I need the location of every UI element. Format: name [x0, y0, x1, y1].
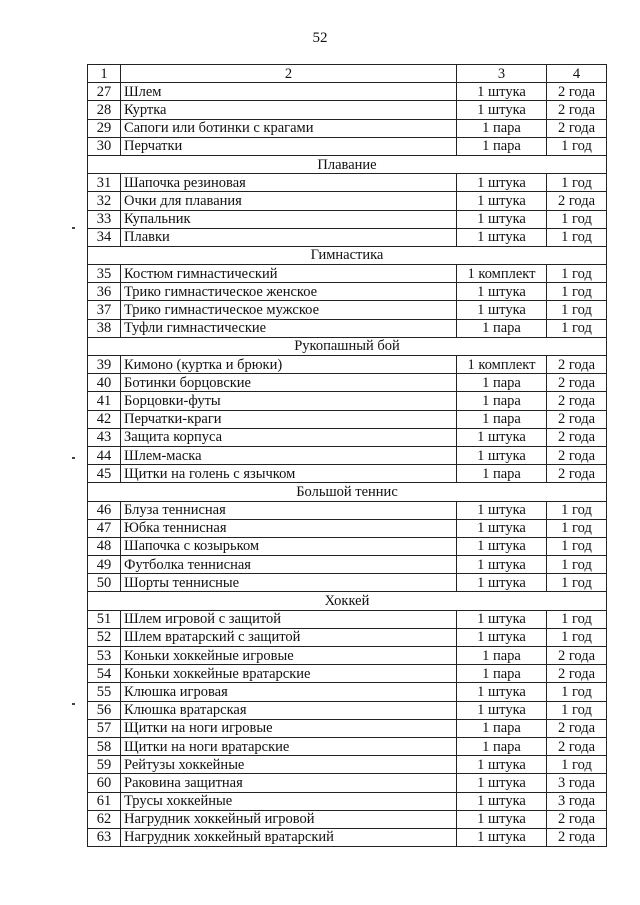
row-number: 30 — [88, 137, 121, 155]
table-row — [88, 265, 607, 283]
item-term: 1 год — [547, 501, 607, 519]
item-name: Трико гимнастическое женское — [121, 283, 457, 301]
item-quantity: 1 штука — [457, 701, 547, 719]
item-quantity: 1 штука — [457, 210, 547, 228]
equipment-table — [87, 64, 607, 847]
item-term: 1 год — [547, 683, 607, 701]
table-row — [88, 101, 607, 119]
row-number: 36 — [88, 283, 121, 301]
header-row — [88, 65, 607, 83]
table-row — [88, 228, 607, 246]
table-row — [88, 792, 607, 810]
item-quantity: 1 штука — [457, 810, 547, 828]
table-row — [88, 574, 607, 592]
row-number: 63 — [88, 828, 121, 846]
row-number: 50 — [88, 574, 121, 592]
item-term: 1 год — [547, 265, 607, 283]
row-number: 47 — [88, 519, 121, 537]
item-name: Клюшка вратарская — [121, 701, 457, 719]
section-row — [88, 155, 607, 173]
item-term: 2 года — [547, 647, 607, 665]
item-quantity: 1 штука — [457, 101, 547, 119]
row-number: 41 — [88, 392, 121, 410]
item-term: 1 год — [547, 574, 607, 592]
row-number: 27 — [88, 83, 121, 101]
item-name: Блуза теннисная — [121, 501, 457, 519]
row-number: 39 — [88, 356, 121, 374]
item-name: Костюм гимнастический — [121, 265, 457, 283]
table-row — [88, 537, 607, 555]
item-term: 3 года — [547, 774, 607, 792]
table-row — [88, 83, 607, 101]
row-number: 48 — [88, 537, 121, 555]
item-name: Сапоги или ботинки с крагами — [121, 119, 457, 137]
row-number: 51 — [88, 610, 121, 628]
item-term: 2 года — [547, 737, 607, 755]
row-number: 62 — [88, 810, 121, 828]
item-quantity: 1 пара — [457, 647, 547, 665]
item-name: Коньки хоккейные игровые — [121, 647, 457, 665]
item-term: 2 года — [547, 192, 607, 210]
page-number: 52 — [312, 30, 328, 46]
section-title: Большой теннис — [88, 483, 607, 501]
item-quantity: 1 пара — [457, 319, 547, 337]
table-row — [88, 756, 607, 774]
item-name: Шлем — [121, 83, 457, 101]
item-quantity: 1 пара — [457, 137, 547, 155]
table-row — [88, 192, 607, 210]
item-quantity: 1 штука — [457, 610, 547, 628]
item-term: 2 года — [547, 446, 607, 464]
item-term: 1 год — [547, 756, 607, 774]
section-title: Рукопашный бой — [88, 337, 607, 355]
item-quantity: 1 пара — [457, 665, 547, 683]
item-quantity: 1 пара — [457, 374, 547, 392]
item-name: Щитки на ноги вратарские — [121, 737, 457, 755]
item-quantity: 1 штука — [457, 756, 547, 774]
item-quantity: 1 пара — [457, 119, 547, 137]
item-quantity: 1 штука — [457, 556, 547, 574]
table-row — [88, 647, 607, 665]
header-cell: 2 — [121, 65, 457, 83]
table-row — [88, 519, 607, 537]
item-term: 2 года — [547, 392, 607, 410]
item-quantity: 1 комплект — [457, 356, 547, 374]
header-cell: 1 — [88, 65, 121, 83]
item-quantity: 1 штука — [457, 501, 547, 519]
item-name: Нагрудник хоккейный игровой — [121, 810, 457, 828]
item-term: 2 года — [547, 828, 607, 846]
row-number: 42 — [88, 410, 121, 428]
row-number: 31 — [88, 174, 121, 192]
item-term: 1 год — [547, 174, 607, 192]
scan-speck — [72, 457, 75, 459]
item-term: 2 года — [547, 465, 607, 483]
section-row — [88, 337, 607, 355]
table-row — [88, 810, 607, 828]
table-row — [88, 374, 607, 392]
item-name: Защита корпуса — [121, 428, 457, 446]
row-number: 58 — [88, 737, 121, 755]
item-name: Туфли гимнастические — [121, 319, 457, 337]
item-quantity: 1 штука — [457, 537, 547, 555]
item-quantity: 1 пара — [457, 737, 547, 755]
scan-speck — [72, 227, 75, 229]
row-number: 40 — [88, 374, 121, 392]
row-number: 35 — [88, 265, 121, 283]
item-term: 2 года — [547, 428, 607, 446]
item-quantity: 1 штука — [457, 774, 547, 792]
equipment-table-body — [88, 65, 607, 847]
item-term: 1 год — [547, 628, 607, 646]
item-term: 2 года — [547, 101, 607, 119]
row-number: 32 — [88, 192, 121, 210]
row-number: 43 — [88, 428, 121, 446]
row-number: 55 — [88, 683, 121, 701]
section-title: Хоккей — [88, 592, 607, 610]
item-quantity: 1 штука — [457, 792, 547, 810]
item-quantity: 1 штука — [457, 683, 547, 701]
table-row — [88, 501, 607, 519]
item-term: 2 года — [547, 119, 607, 137]
table-row — [88, 428, 607, 446]
item-quantity: 1 штука — [457, 574, 547, 592]
item-name: Щитки на голень с язычком — [121, 465, 457, 483]
row-number: 56 — [88, 701, 121, 719]
table-row — [88, 628, 607, 646]
section-title: Плавание — [88, 155, 607, 173]
item-name: Перчатки-краги — [121, 410, 457, 428]
item-term: 1 год — [547, 301, 607, 319]
item-term: 1 год — [547, 519, 607, 537]
item-quantity: 1 пара — [457, 392, 547, 410]
item-name: Коньки хоккейные вратарские — [121, 665, 457, 683]
header-cell: 3 — [457, 65, 547, 83]
table-row — [88, 774, 607, 792]
item-quantity: 1 штука — [457, 174, 547, 192]
section-row — [88, 246, 607, 264]
scan-speck — [72, 703, 75, 705]
row-number: 44 — [88, 446, 121, 464]
item-quantity: 1 штука — [457, 828, 547, 846]
item-name: Перчатки — [121, 137, 457, 155]
item-term: 1 год — [547, 137, 607, 155]
section-row — [88, 592, 607, 610]
item-quantity: 1 пара — [457, 719, 547, 737]
item-quantity: 1 штука — [457, 446, 547, 464]
row-number: 60 — [88, 774, 121, 792]
table-row — [88, 737, 607, 755]
table-row — [88, 174, 607, 192]
item-name: Шапочка резиновая — [121, 174, 457, 192]
item-name: Купальник — [121, 210, 457, 228]
item-quantity: 1 штука — [457, 301, 547, 319]
item-quantity: 1 комплект — [457, 265, 547, 283]
item-quantity: 1 штука — [457, 428, 547, 446]
item-name: Шлем вратарский с защитой — [121, 628, 457, 646]
item-term: 2 года — [547, 810, 607, 828]
item-name: Кимоно (куртка и брюки) — [121, 356, 457, 374]
item-quantity: 1 штука — [457, 628, 547, 646]
table-row — [88, 137, 607, 155]
row-number: 61 — [88, 792, 121, 810]
item-name: Рейтузы хоккейные — [121, 756, 457, 774]
item-name: Шапочка с козырьком — [121, 537, 457, 555]
item-name: Клюшка игровая — [121, 683, 457, 701]
item-name: Плавки — [121, 228, 457, 246]
item-name: Борцовки-футы — [121, 392, 457, 410]
item-quantity: 1 штука — [457, 83, 547, 101]
item-quantity: 1 пара — [457, 410, 547, 428]
item-quantity: 1 штука — [457, 228, 547, 246]
section-title: Гимнастика — [88, 246, 607, 264]
item-term: 2 года — [547, 356, 607, 374]
row-number: 37 — [88, 301, 121, 319]
item-term: 2 года — [547, 665, 607, 683]
item-term: 1 год — [547, 210, 607, 228]
table-row — [88, 683, 607, 701]
table-row — [88, 610, 607, 628]
item-term: 1 год — [547, 283, 607, 301]
item-name: Очки для плавания — [121, 192, 457, 210]
row-number: 29 — [88, 119, 121, 137]
row-number: 54 — [88, 665, 121, 683]
row-number: 59 — [88, 756, 121, 774]
item-name: Трусы хоккейные — [121, 792, 457, 810]
item-term: 2 года — [547, 83, 607, 101]
row-number: 57 — [88, 719, 121, 737]
table-row — [88, 301, 607, 319]
table-row — [88, 356, 607, 374]
row-number: 33 — [88, 210, 121, 228]
table-row — [88, 283, 607, 301]
row-number: 52 — [88, 628, 121, 646]
item-name: Ботинки борцовские — [121, 374, 457, 392]
table-row — [88, 556, 607, 574]
item-term: 2 года — [547, 410, 607, 428]
item-name: Шлем-маска — [121, 446, 457, 464]
item-term: 2 года — [547, 719, 607, 737]
table-row — [88, 392, 607, 410]
item-term: 2 года — [547, 374, 607, 392]
item-term: 3 года — [547, 792, 607, 810]
table-row — [88, 665, 607, 683]
item-term: 1 год — [547, 556, 607, 574]
row-number: 38 — [88, 319, 121, 337]
row-number: 46 — [88, 501, 121, 519]
item-name: Юбка теннисная — [121, 519, 457, 537]
row-number: 34 — [88, 228, 121, 246]
item-name: Футболка теннисная — [121, 556, 457, 574]
table-row — [88, 319, 607, 337]
row-number: 45 — [88, 465, 121, 483]
item-quantity: 1 штука — [457, 192, 547, 210]
item-name: Куртка — [121, 101, 457, 119]
item-name: Щитки на ноги игровые — [121, 719, 457, 737]
item-term: 1 год — [547, 701, 607, 719]
item-term: 1 год — [547, 319, 607, 337]
item-name: Трико гимнастическое мужское — [121, 301, 457, 319]
table-row — [88, 119, 607, 137]
table-row — [88, 210, 607, 228]
item-term: 1 год — [547, 537, 607, 555]
section-row — [88, 483, 607, 501]
header-cell: 4 — [547, 65, 607, 83]
table-row — [88, 701, 607, 719]
row-number: 53 — [88, 647, 121, 665]
table-row — [88, 446, 607, 464]
item-name: Шлем игровой с защитой — [121, 610, 457, 628]
table-row — [88, 465, 607, 483]
item-term: 1 год — [547, 610, 607, 628]
item-quantity: 1 штука — [457, 283, 547, 301]
item-quantity: 1 пара — [457, 465, 547, 483]
item-term: 1 год — [547, 228, 607, 246]
item-name: Раковина защитная — [121, 774, 457, 792]
row-number: 49 — [88, 556, 121, 574]
table-row — [88, 410, 607, 428]
item-quantity: 1 штука — [457, 519, 547, 537]
item-name: Нагрудник хоккейный вратарский — [121, 828, 457, 846]
row-number: 28 — [88, 101, 121, 119]
table-row — [88, 828, 607, 846]
item-name: Шорты теннисные — [121, 574, 457, 592]
table-row — [88, 719, 607, 737]
